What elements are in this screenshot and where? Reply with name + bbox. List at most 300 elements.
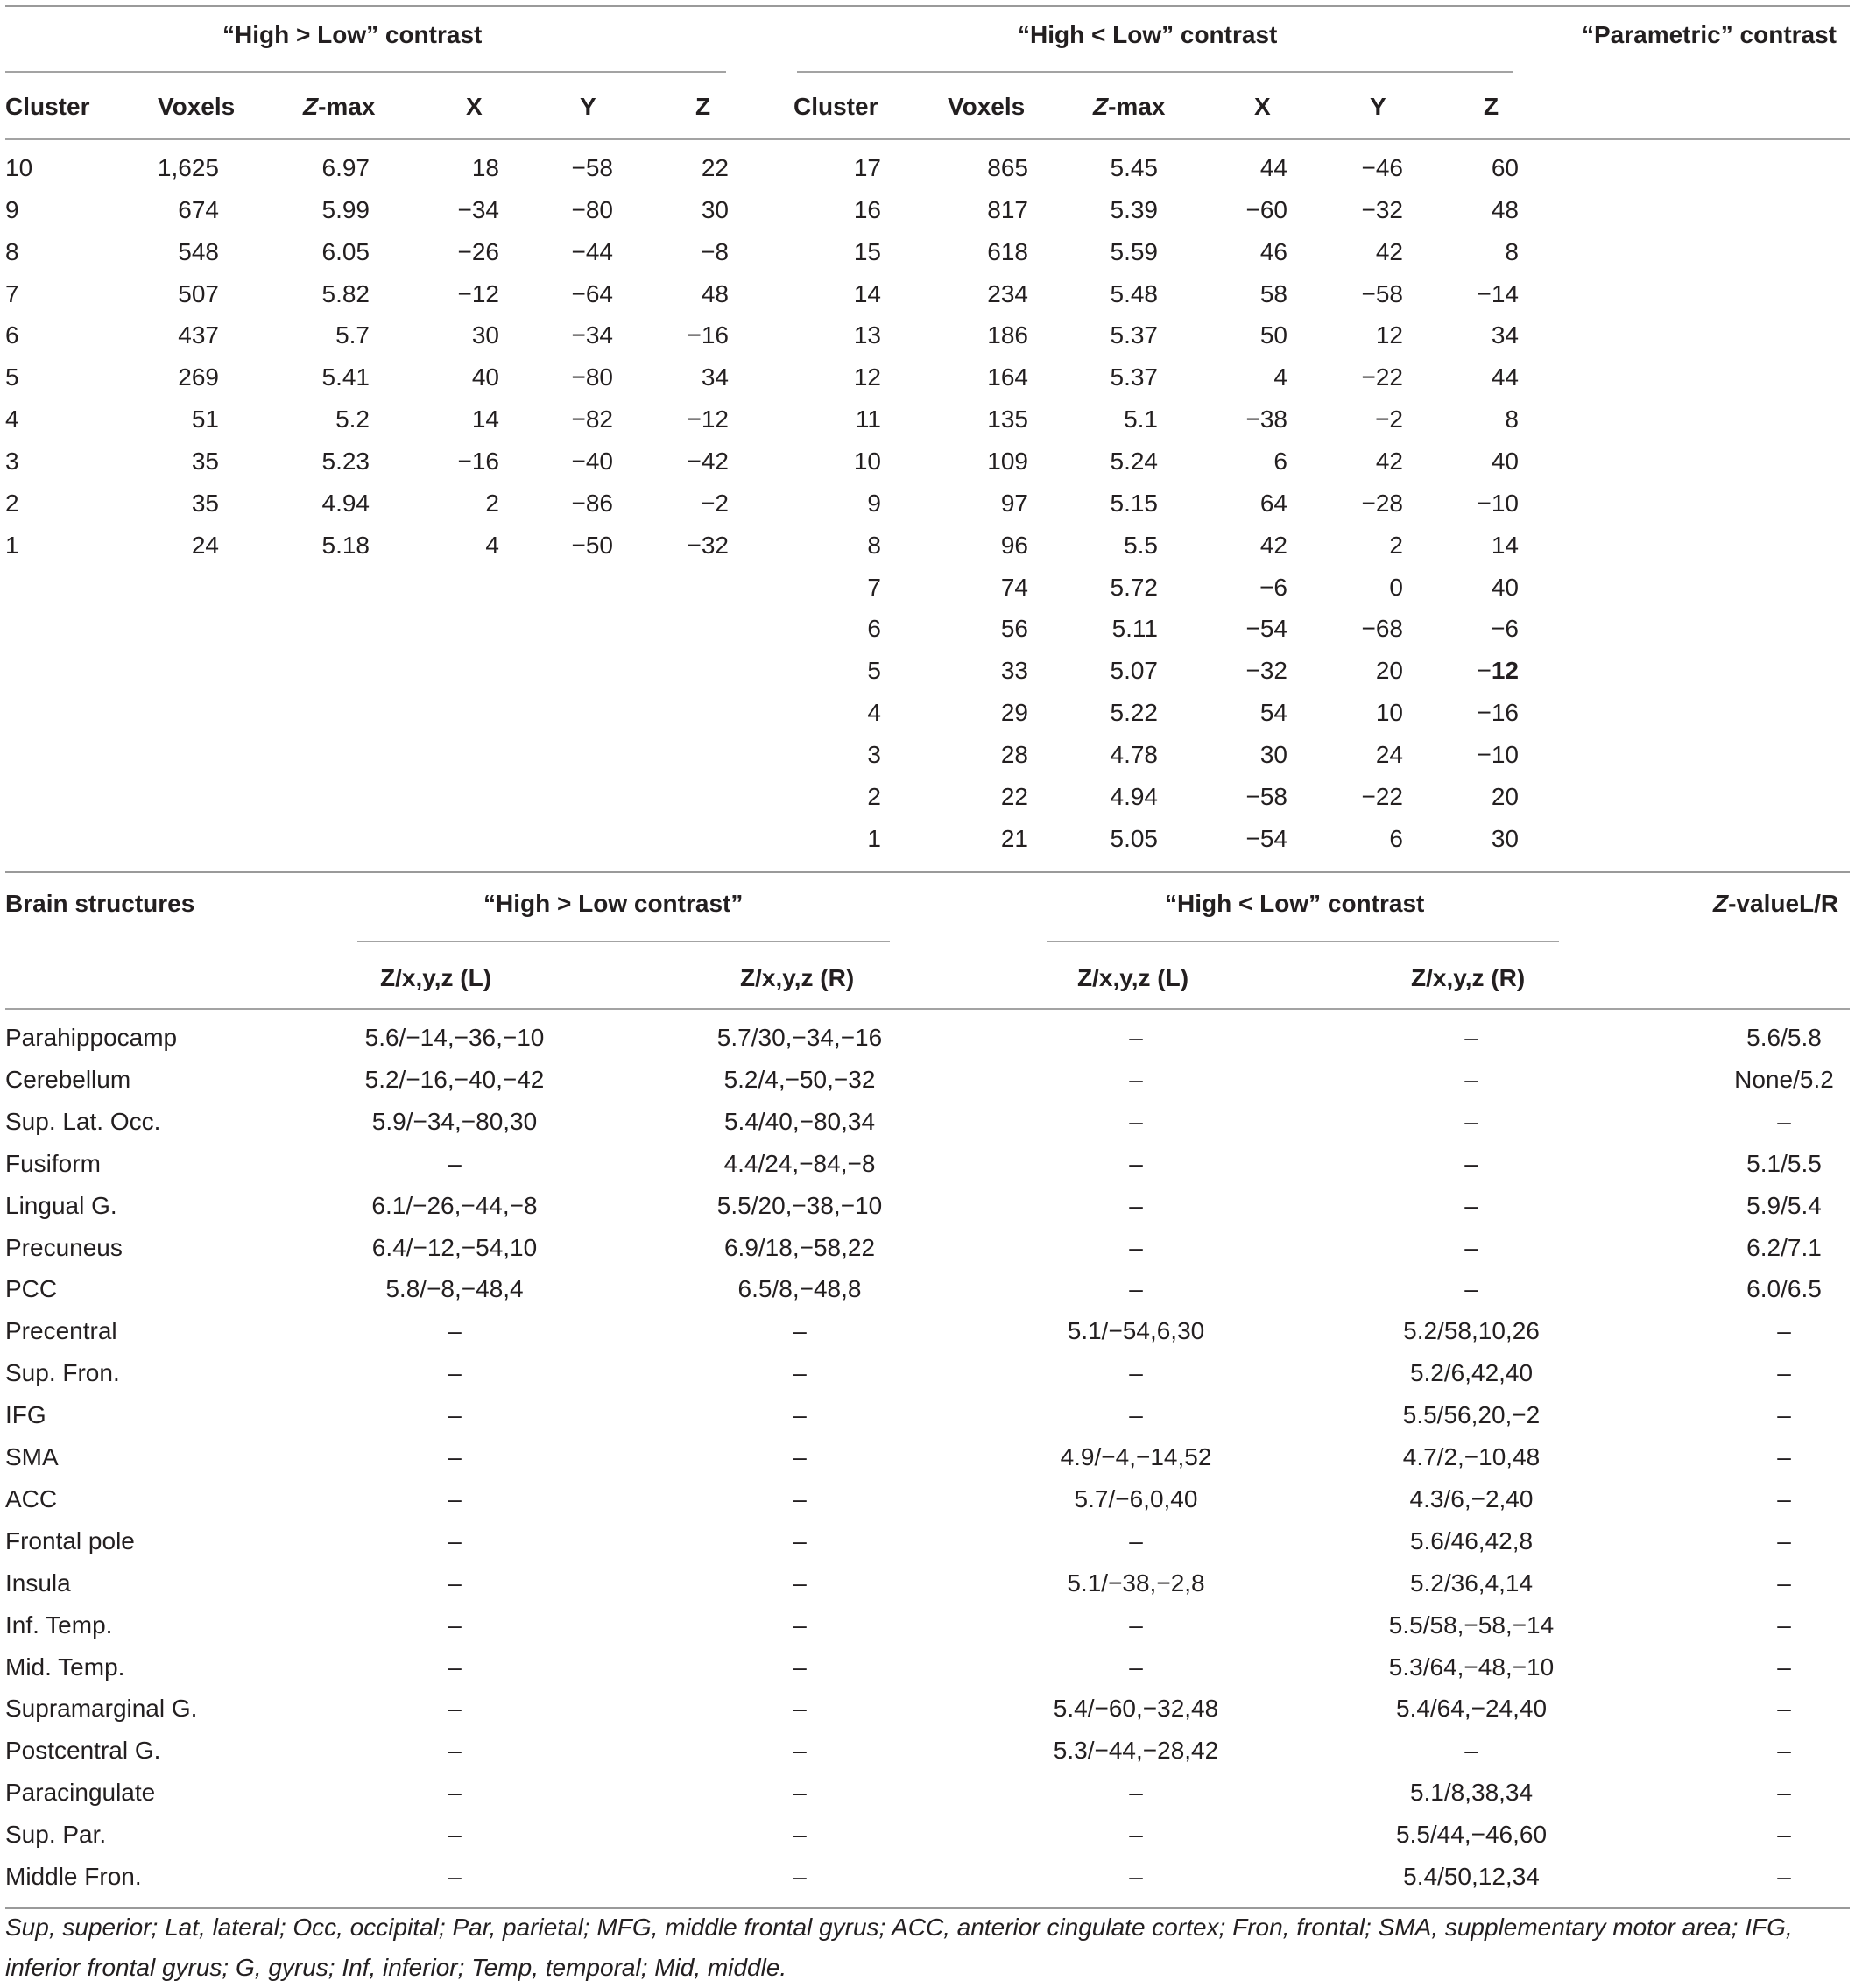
t2-high-lt-low-r-cell: 4.3/6,−2,40 (1409, 1484, 1534, 1512)
t2-high-gt-low-r-cell: 5.7/30,−34,−16 (716, 1024, 883, 1051)
t1-right-y-cell: −22 (1361, 363, 1403, 391)
t2-high-gt-low-r-cell: – (793, 1359, 807, 1387)
t1-right-z-cell: −14 (1477, 279, 1519, 307)
t1-right-cluster-cell: 16 (853, 195, 881, 223)
t1-right-hdr-cluster: Cluster (793, 93, 878, 120)
t1-left-zmax-cell: 5.41 (321, 363, 370, 391)
t1-right-x-cell: −58 (1245, 782, 1287, 810)
t2-zvalue-cell: – (1777, 1695, 1791, 1723)
t1-right-y-cell: 24 (1375, 740, 1403, 768)
t2-high-gt-low-l-cell: 5.8/−8,−48,4 (385, 1275, 524, 1303)
t1-right-voxels-cell: 817 (987, 195, 1028, 223)
t2-high-lt-low-r-cell: 5.4/50,12,34 (1403, 1863, 1540, 1890)
t1-right-z-cell: −16 (1477, 699, 1519, 727)
t2-high-lt-low-r-cell: 5.5/44,−46,60 (1395, 1821, 1548, 1849)
t2-zvalue-cell: – (1777, 1569, 1791, 1597)
t2-high-gt-low-r-cell: – (793, 1653, 807, 1681)
t1-right-y-cell: 42 (1375, 237, 1403, 265)
t1-left-y-cell: −50 (571, 531, 613, 559)
t1-right-cluster-cell: 5 (867, 657, 881, 685)
t1-left-cluster-cell: 6 (5, 321, 19, 349)
t1-right-cluster-cell: 7 (867, 573, 881, 601)
t2-high-gt-low-r-cell: 5.2/4,−50,−32 (723, 1065, 876, 1093)
t1-left-voxels-cell: 24 (191, 531, 219, 559)
t1-left-hdr-z: Z (695, 93, 711, 120)
t1-right-voxels-cell: 865 (987, 154, 1028, 181)
t1-left-voxels-cell: 548 (178, 237, 219, 265)
t1-right-cluster-cell: 15 (853, 237, 881, 265)
t1-right-zmax-cell: 4.94 (1110, 782, 1158, 810)
t1-right-x-cell: −54 (1245, 615, 1287, 643)
t1-left-cluster-cell: 7 (5, 279, 19, 307)
t2-high-gt-low-r-cell: – (793, 1401, 807, 1429)
t2-high-lt-low-r-cell: 4.7/2,−10,48 (1402, 1443, 1541, 1470)
t2-structure-cell: Frontal pole (5, 1526, 135, 1554)
t2-zvalue-cell: – (1777, 1443, 1791, 1470)
table2-group-rule-left (357, 941, 890, 942)
t1-right-zmax-cell: 5.15 (1110, 489, 1158, 517)
t2-high-lt-low-l-cell: 5.3/−44,−28,42 (1053, 1737, 1219, 1765)
t2-high-lt-low-r-cell: 5.5/56,20,−2 (1402, 1401, 1541, 1429)
t1-left-hdr-zmax: Z-max (303, 93, 376, 120)
t2-structure-cell: Supramarginal G. (5, 1695, 198, 1723)
t1-left-z-cell: 30 (701, 195, 729, 223)
t1-left-y-cell: −64 (571, 279, 613, 307)
t1-right-cluster-cell: 11 (855, 405, 881, 434)
t1-left-hdr-x: X (466, 93, 483, 120)
t2-high-gt-low-l-cell: 5.6/−14,−36,−10 (364, 1024, 545, 1051)
t2-high-gt-low-l-cell: – (448, 1149, 462, 1177)
t2-high-lt-low-r-cell: – (1464, 1737, 1478, 1765)
t2-high-gt-low-l-cell: 5.2/−16,−40,−42 (364, 1065, 545, 1093)
t1-right-zmax-cell: 5.72 (1110, 573, 1158, 601)
t2-high-lt-low-l-cell: – (1129, 1191, 1143, 1219)
t2-structure-cell: ACC (5, 1484, 58, 1512)
t1-left-zmax-cell: 5.23 (321, 447, 370, 475)
t2-structure-cell: Parahippocamp (5, 1024, 178, 1051)
t2-high-lt-low-r-cell: – (1464, 1024, 1478, 1051)
t2-high-lt-low-l-cell: – (1129, 1863, 1143, 1890)
t1-right-y-cell: −46 (1361, 154, 1403, 181)
t1-right-voxels-cell: 618 (987, 237, 1028, 265)
t2-hdr-zxyz-r-1: Z/x,y,z (R) (740, 964, 855, 991)
t2-high-gt-low-r-cell: 4.4/24,−84,−8 (723, 1149, 876, 1177)
t2-hdr-zxyz-r-2: Z/x,y,z (R) (1411, 964, 1526, 991)
t1-right-z-cell: 14 (1491, 531, 1519, 559)
t1-left-hdr-voxels: Voxels (158, 93, 236, 120)
t1-right-cluster-cell: 3 (867, 740, 881, 768)
t1-right-y-cell: 10 (1375, 699, 1403, 727)
t1-left-cluster-cell: 8 (5, 237, 19, 265)
t2-zvalue-cell: – (1777, 1359, 1791, 1387)
t1-left-y-cell: −44 (571, 237, 613, 265)
t2-structure-cell: Precuneus (5, 1233, 123, 1261)
t1-right-x-cell: 64 (1259, 489, 1287, 517)
t1-right-voxels-cell: 234 (987, 279, 1028, 307)
t1-left-z-cell: −32 (687, 531, 729, 559)
t2-structure-cell: Cerebellum (5, 1065, 131, 1093)
t2-high-lt-low-r-cell: 5.2/6,42,40 (1409, 1359, 1534, 1387)
t2-high-gt-low-l-cell: – (448, 1401, 462, 1429)
t1-left-voxels-cell: 437 (178, 321, 219, 349)
t1-right-z-cell: 8 (1505, 405, 1519, 434)
t1-right-zmax-cell: 5.1 (1124, 405, 1158, 434)
t2-high-lt-low-r-cell: – (1464, 1107, 1478, 1135)
t2-hdr-zvalue: Z-valueL/R (1713, 890, 1839, 917)
t1-right-voxels-cell: 29 (1000, 699, 1028, 727)
t1-right-zmax-cell: 5.11 (1111, 615, 1158, 643)
t2-high-gt-low-l-cell: – (448, 1526, 462, 1554)
t2-structure-cell: SMA (5, 1443, 59, 1470)
t1-right-y-cell: −28 (1361, 489, 1403, 517)
t1-left-zmax-cell: 5.18 (321, 531, 370, 559)
table1-top-rule (5, 5, 1850, 7)
t2-high-gt-low-l-cell: – (448, 1737, 462, 1765)
t1-right-y-cell: 6 (1389, 824, 1403, 852)
t1-left-zmax-cell: 5.7 (335, 321, 370, 349)
t1-right-cluster-cell: 10 (853, 447, 881, 475)
t1-right-cluster-cell: 8 (867, 531, 881, 559)
t2-high-gt-low-r-cell: – (793, 1317, 807, 1345)
t2-hdr-high-gt-low: “High > Low contrast” (483, 890, 744, 917)
t1-right-z-cell: 34 (1491, 321, 1519, 349)
t1-right-cluster-cell: 2 (867, 782, 881, 810)
t1-right-zmax-cell: 5.59 (1110, 237, 1158, 265)
t1-right-zmax-cell: 5.07 (1110, 657, 1158, 685)
footnote: Sup, superior; Lat, lateral; Occ, occipital; Par, parietal; MFG, middle frontal gyrus; ACC, anterior cingulate cortex; Fron, frontal; SMA, supplementary motor area; IFG, inferior frontal gyrus; G, gyrus; Inf, inferior; Temp, temporal; Mid, middle. (5, 1914, 1793, 1981)
t2-zvalue-cell: – (1777, 1653, 1791, 1681)
t1-right-x-cell: −60 (1245, 195, 1287, 223)
t1-left-cluster-cell: 4 (5, 405, 19, 434)
t1-right-y-cell: 20 (1375, 657, 1403, 685)
t1-left-x-cell: 18 (471, 154, 499, 181)
t1-right-voxels-cell: 164 (987, 363, 1028, 391)
t2-high-gt-low-r-cell: 6.5/8,−48,8 (737, 1275, 862, 1303)
t2-high-lt-low-l-cell: – (1129, 1149, 1143, 1177)
t2-high-gt-low-r-cell: – (793, 1779, 807, 1807)
t2-structure-cell: Inf. Temp. (5, 1611, 113, 1639)
t1-right-cluster-cell: 14 (853, 279, 881, 307)
t1-right-voxels-cell: 96 (1000, 531, 1028, 559)
t2-high-lt-low-r-cell: 5.4/64,−24,40 (1395, 1695, 1548, 1723)
t2-high-lt-low-l-cell: – (1129, 1611, 1143, 1639)
t2-high-lt-low-r-cell: 5.3/64,−48,−10 (1388, 1653, 1555, 1681)
t2-structure-cell: Insula (5, 1569, 71, 1597)
table1-group-parametric: “Parametric” contrast (1582, 21, 1837, 48)
t2-zvalue-cell: – (1777, 1526, 1791, 1554)
t2-high-gt-low-r-cell: 5.5/20,−38,−10 (716, 1191, 883, 1219)
t2-high-gt-low-r-cell: – (793, 1695, 807, 1723)
t2-structure-cell: Mid. Temp. (5, 1653, 125, 1681)
table1-group-high-lt-low: “High < Low” contrast (1018, 21, 1278, 48)
t1-left-cluster-cell: 1 (5, 531, 19, 559)
t2-high-gt-low-l-cell: – (448, 1779, 462, 1807)
t1-right-hdr-zmax: Z-max (1093, 93, 1166, 120)
t1-right-voxels-cell: 109 (987, 447, 1028, 475)
t2-high-gt-low-l-cell: – (448, 1863, 462, 1890)
t2-high-gt-low-l-cell: 6.1/−26,−44,−8 (371, 1191, 538, 1219)
t1-right-voxels-cell: 28 (1000, 740, 1028, 768)
t2-high-gt-low-l-cell: – (448, 1569, 462, 1597)
t2-high-lt-low-l-cell: 5.7/−6,0,40 (1074, 1484, 1198, 1512)
t2-high-gt-low-r-cell: 5.4/40,−80,34 (723, 1107, 876, 1135)
t2-high-gt-low-l-cell: – (448, 1317, 462, 1345)
t1-left-zmax-cell: 6.05 (321, 237, 370, 265)
t1-right-y-cell: −2 (1375, 405, 1403, 434)
t1-left-zmax-cell: 5.2 (335, 405, 370, 434)
t2-high-lt-low-l-cell: – (1129, 1107, 1143, 1135)
table1-group-rule-right (797, 71, 1513, 73)
t2-high-gt-low-r-cell: – (793, 1526, 807, 1554)
t1-right-z-cell: 48 (1491, 195, 1519, 223)
t2-zvalue-cell: – (1777, 1863, 1791, 1890)
t1-right-hdr-y: Y (1370, 93, 1386, 120)
t2-high-gt-low-r-cell: – (793, 1443, 807, 1470)
t1-right-y-cell: 0 (1389, 573, 1403, 601)
t2-high-gt-low-l-cell: 5.9/−34,−80,30 (371, 1107, 538, 1135)
t1-right-zmax-cell: 5.05 (1110, 824, 1158, 852)
t2-structure-cell: Sup. Fron. (5, 1359, 120, 1387)
t1-left-z-cell: 48 (701, 279, 729, 307)
table1-group-high-gt-low: “High > Low” contrast (222, 21, 483, 48)
t1-right-x-cell: 30 (1259, 740, 1287, 768)
t2-hdr-zxyz-l-1: Z/x,y,z (L) (380, 964, 492, 991)
t2-zvalue-cell: None/5.2 (1734, 1065, 1834, 1093)
t1-left-voxels-cell: 269 (178, 363, 219, 391)
table-separator-rule (5, 871, 1850, 873)
t1-right-y-cell: 42 (1375, 447, 1403, 475)
t2-zvalue-cell: 5.6/5.8 (1746, 1024, 1822, 1051)
t1-right-voxels-cell: 22 (1000, 782, 1028, 810)
t1-left-y-cell: −82 (571, 405, 613, 434)
t1-right-x-cell: 54 (1259, 699, 1287, 727)
t1-right-cluster-cell: 1 (867, 824, 881, 852)
t1-left-cluster-cell: 9 (5, 195, 19, 223)
t2-high-lt-low-r-cell: 5.5/58,−58,−14 (1388, 1611, 1555, 1639)
t2-high-lt-low-r-cell: 5.6/46,42,8 (1409, 1526, 1534, 1554)
t2-high-lt-low-l-cell: 5.4/−60,−32,48 (1053, 1695, 1219, 1723)
t1-right-z-cell: 8 (1505, 237, 1519, 265)
t2-structure-cell: Lingual G. (5, 1191, 117, 1219)
t1-left-hdr-y: Y (580, 93, 596, 120)
t2-high-gt-low-l-cell: 6.4/−12,−54,10 (371, 1233, 538, 1261)
t1-right-zmax-cell: 4.78 (1110, 740, 1158, 768)
t1-right-zmax-cell: 5.37 (1110, 363, 1158, 391)
t1-left-z-cell: 22 (701, 154, 729, 181)
t2-high-gt-low-r-cell: 6.9/18,−58,22 (723, 1233, 876, 1261)
t1-right-cluster-cell: 13 (853, 321, 881, 349)
t2-structure-cell: Fusiform (5, 1149, 101, 1177)
t2-high-lt-low-r-cell: – (1464, 1065, 1478, 1093)
t2-high-gt-low-r-cell: – (793, 1863, 807, 1890)
t2-structure-cell: IFG (5, 1401, 46, 1429)
t2-high-lt-low-l-cell: – (1129, 1233, 1143, 1261)
t2-zvalue-cell: – (1777, 1737, 1791, 1765)
t1-right-z-cell: 40 (1491, 573, 1519, 601)
t1-right-voxels-cell: 33 (1000, 657, 1028, 685)
t1-left-y-cell: −58 (571, 154, 613, 181)
t1-right-x-cell: 42 (1259, 531, 1287, 559)
t2-high-gt-low-r-cell: – (793, 1484, 807, 1512)
t2-structure-cell: Sup. Lat. Occ. (5, 1107, 161, 1135)
t2-high-lt-low-l-cell: – (1129, 1359, 1143, 1387)
t1-right-y-cell: 2 (1389, 531, 1403, 559)
t2-high-lt-low-l-cell: – (1129, 1024, 1143, 1051)
t1-left-x-cell: −26 (457, 237, 499, 265)
table2-header-rule (5, 1008, 1850, 1010)
table1-header-rule (5, 138, 1850, 140)
t1-right-x-cell: 46 (1259, 237, 1287, 265)
t1-left-z-cell: −8 (701, 237, 729, 265)
t1-left-y-cell: −80 (571, 195, 613, 223)
t1-right-hdr-x: X (1254, 93, 1271, 120)
t1-right-x-cell: 44 (1259, 154, 1287, 181)
t1-left-x-cell: 4 (485, 531, 499, 559)
t2-structure-cell: PCC (5, 1275, 58, 1303)
t2-zvalue-cell: – (1777, 1484, 1791, 1512)
t1-left-zmax-cell: 6.97 (321, 154, 370, 181)
t2-high-gt-low-r-cell: – (793, 1611, 807, 1639)
t1-right-x-cell: 6 (1273, 447, 1287, 475)
t2-high-lt-low-l-cell: 5.1/−54,6,30 (1067, 1317, 1205, 1345)
t1-right-y-cell: −58 (1361, 279, 1403, 307)
t1-right-z-cell: 60 (1491, 154, 1519, 181)
t2-high-gt-low-r-cell: – (793, 1737, 807, 1765)
t1-left-zmax-cell: 5.99 (321, 195, 370, 223)
t2-hdr-brain-structures: Brain structures (5, 890, 195, 917)
t2-high-lt-low-r-cell: 5.1/8,38,34 (1409, 1779, 1534, 1807)
t1-right-voxels-cell: 186 (987, 321, 1028, 349)
t1-right-cluster-cell: 9 (867, 489, 881, 517)
t1-right-hdr-voxels: Voxels (948, 93, 1026, 120)
t1-left-z-cell: −42 (687, 447, 729, 475)
t2-high-lt-low-r-cell: 5.2/58,10,26 (1403, 1317, 1540, 1345)
t1-right-z-cell: 20 (1491, 782, 1519, 810)
t1-left-x-cell: 40 (471, 363, 499, 391)
t2-high-gt-low-l-cell: – (448, 1359, 462, 1387)
t1-left-voxels-cell: 1,625 (157, 154, 219, 181)
table1-group-rule-left (5, 71, 726, 73)
t1-left-voxels-cell: 507 (178, 279, 219, 307)
t1-right-x-cell: 50 (1259, 321, 1287, 349)
t2-high-lt-low-l-cell: – (1129, 1401, 1143, 1429)
t1-left-zmax-cell: 5.82 (321, 279, 370, 307)
t1-right-voxels-cell: 56 (1000, 615, 1028, 643)
t1-right-zmax-cell: 5.45 (1110, 154, 1158, 181)
t2-high-gt-low-l-cell: – (448, 1484, 462, 1512)
t1-left-z-cell: −2 (701, 489, 729, 517)
t1-right-zmax-cell: 5.48 (1110, 279, 1158, 307)
t2-high-gt-low-r-cell: – (793, 1569, 807, 1597)
t1-right-zmax-cell: 5.39 (1110, 195, 1158, 223)
t1-left-x-cell: 2 (485, 489, 499, 517)
t1-left-y-cell: −86 (571, 489, 613, 517)
t1-right-y-cell: −22 (1361, 782, 1403, 810)
t2-zvalue-cell: 5.9/5.4 (1746, 1191, 1822, 1219)
t1-right-zmax-cell: 5.37 (1110, 321, 1158, 349)
t1-right-z-cell: 44 (1491, 363, 1519, 391)
t1-left-voxels-cell: 51 (191, 405, 219, 434)
t2-zvalue-cell: 6.2/7.1 (1746, 1233, 1822, 1261)
t1-left-cluster-cell: 3 (5, 447, 19, 475)
t1-left-zmax-cell: 4.94 (321, 489, 370, 517)
t1-right-y-cell: 12 (1375, 321, 1403, 349)
t2-zvalue-cell: – (1777, 1317, 1791, 1345)
t1-left-z-cell: −12 (687, 405, 729, 434)
t2-high-lt-low-l-cell: – (1129, 1653, 1143, 1681)
t2-high-lt-low-l-cell: – (1129, 1275, 1143, 1303)
t2-zvalue-cell: – (1777, 1401, 1791, 1429)
t1-right-zmax-cell: 5.24 (1110, 447, 1158, 475)
t1-left-y-cell: −80 (571, 363, 613, 391)
t2-high-gt-low-l-cell: – (448, 1443, 462, 1470)
t2-high-lt-low-r-cell: – (1464, 1191, 1478, 1219)
t1-right-x-cell: 58 (1259, 279, 1287, 307)
t2-structure-cell: Sup. Par. (5, 1821, 107, 1849)
t2-high-lt-low-l-cell: – (1129, 1526, 1143, 1554)
t1-right-z-cell: 30 (1491, 824, 1519, 852)
t1-right-x-cell: −6 (1259, 573, 1287, 601)
t1-right-x-cell: −54 (1245, 824, 1287, 852)
t1-left-hdr-cluster: Cluster (5, 93, 90, 120)
t1-right-zmax-cell: 5.22 (1110, 699, 1158, 727)
t1-left-x-cell: −12 (457, 279, 499, 307)
t2-structure-cell: Middle Fron. (5, 1863, 142, 1890)
t2-structure-cell: Precentral (5, 1317, 117, 1345)
t2-structure-cell: Postcentral G. (5, 1737, 161, 1765)
t1-left-x-cell: 14 (471, 405, 499, 434)
t1-right-y-cell: −68 (1361, 615, 1403, 643)
t2-high-gt-low-l-cell: – (448, 1653, 462, 1681)
t2-high-gt-low-l-cell: – (448, 1695, 462, 1723)
t2-high-gt-low-r-cell: – (793, 1821, 807, 1849)
t1-right-voxels-cell: 21 (1000, 824, 1028, 852)
t1-left-x-cell: 30 (471, 321, 499, 349)
t1-right-hdr-z: Z (1484, 93, 1499, 120)
t1-right-x-cell: 4 (1273, 363, 1287, 391)
t1-left-x-cell: −34 (457, 195, 499, 223)
t1-left-y-cell: −40 (571, 447, 613, 475)
table2-group-rule-right (1047, 941, 1559, 942)
t2-hdr-high-lt-low: “High < Low” contrast (1165, 890, 1425, 917)
t1-right-z-cell: −6 (1491, 615, 1519, 643)
t1-left-y-cell: −34 (571, 321, 613, 349)
t2-hdr-zxyz-l-2: Z/x,y,z (L) (1077, 964, 1189, 991)
t2-high-lt-low-r-cell: – (1464, 1233, 1478, 1261)
t2-high-lt-low-r-cell: – (1464, 1149, 1478, 1177)
t2-high-lt-low-r-cell: 5.2/36,4,14 (1409, 1569, 1534, 1597)
t2-high-gt-low-l-cell: – (448, 1611, 462, 1639)
t2-high-lt-low-l-cell: – (1129, 1821, 1143, 1849)
t1-right-y-cell: −32 (1361, 195, 1403, 223)
t1-left-cluster-cell: 2 (5, 489, 19, 517)
t2-high-lt-low-l-cell: – (1129, 1779, 1143, 1807)
t2-zvalue-cell: – (1777, 1779, 1791, 1807)
t2-high-lt-low-l-cell: – (1129, 1065, 1143, 1093)
t2-zvalue-cell: – (1777, 1611, 1791, 1639)
t1-left-voxels-cell: 674 (178, 195, 219, 223)
t1-right-x-cell: −38 (1245, 405, 1287, 434)
t1-left-cluster-cell: 5 (5, 363, 19, 391)
t2-high-lt-low-r-cell: – (1464, 1275, 1478, 1303)
t1-left-voxels-cell: 35 (191, 489, 219, 517)
t1-right-cluster-cell: 17 (853, 154, 881, 181)
t1-right-z-cell: −10 (1477, 489, 1519, 517)
t1-right-z-cell: −12 (1477, 657, 1519, 685)
t1-left-cluster-cell: 10 (5, 154, 33, 181)
t1-right-cluster-cell: 6 (867, 615, 881, 643)
t1-right-cluster-cell: 12 (853, 363, 881, 391)
